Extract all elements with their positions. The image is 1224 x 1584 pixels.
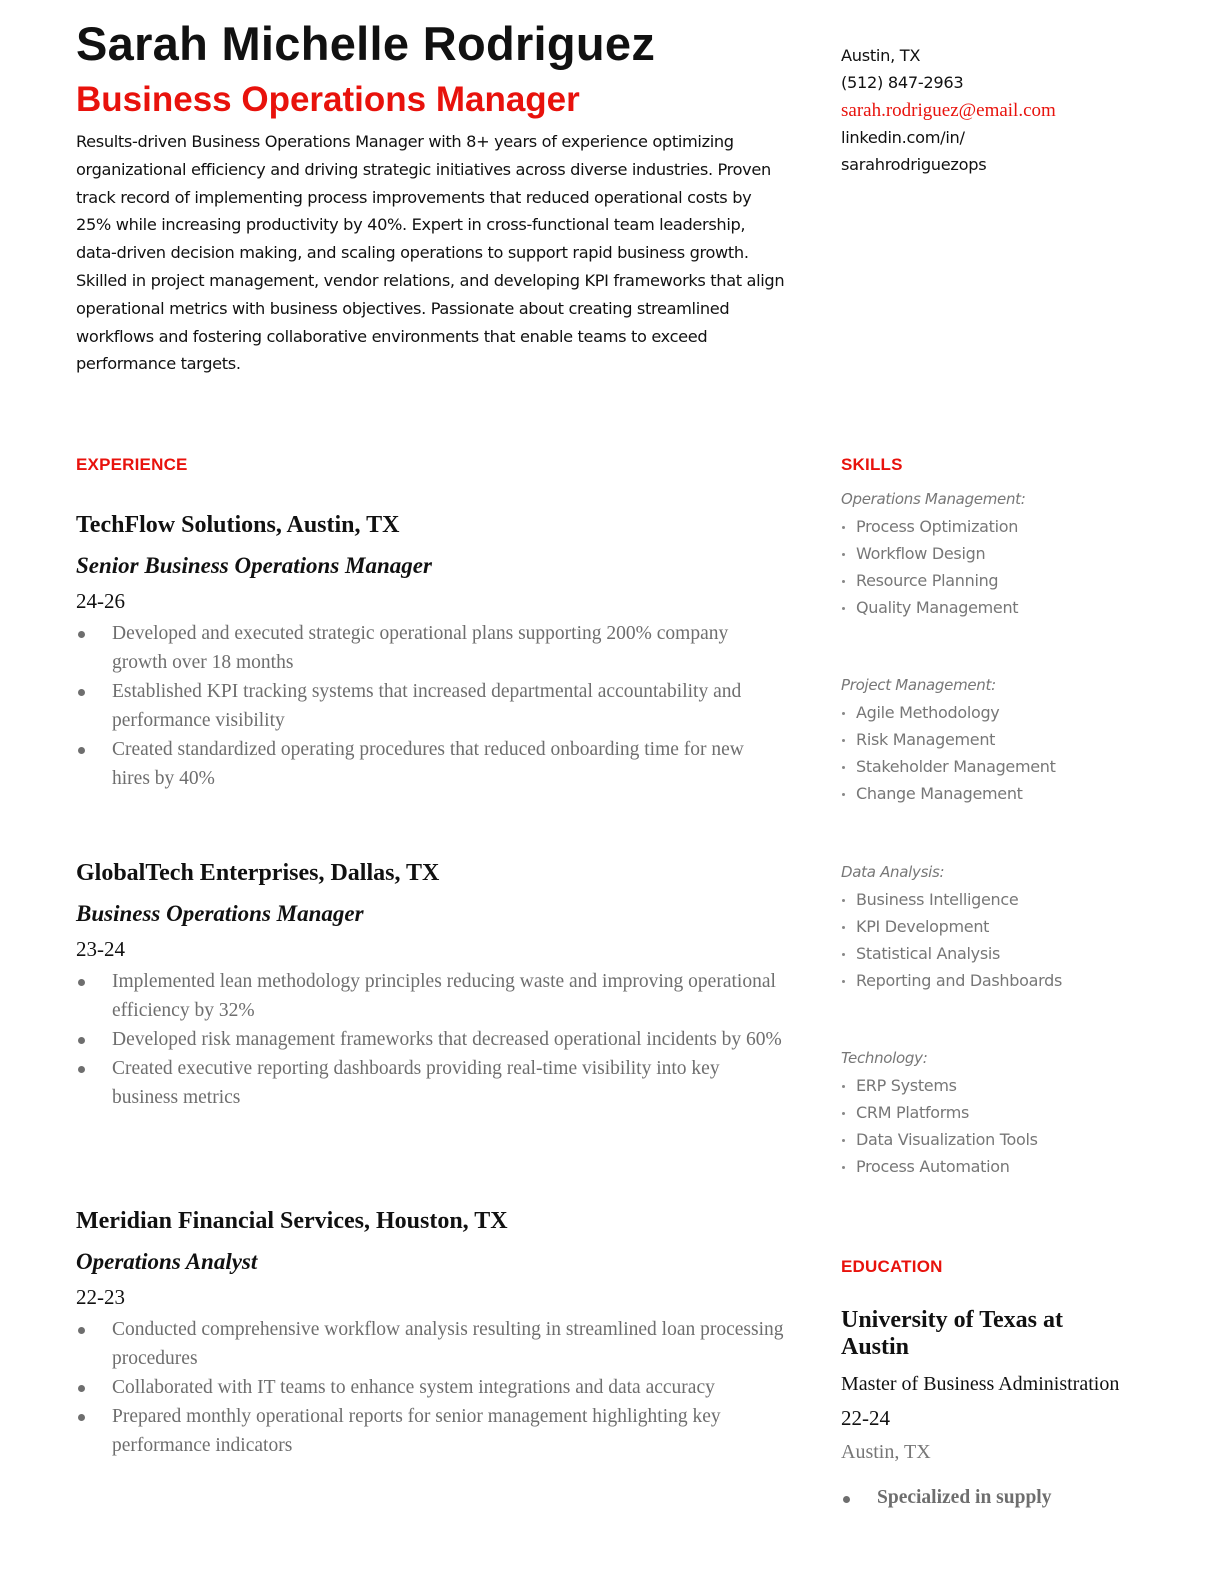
skill-category: Data Analysis: <box>841 863 945 881</box>
contact-email[interactable]: sarah.rodriguez@email.com <box>841 99 1056 121</box>
skill-item <box>841 940 1131 967</box>
job-bullets <box>76 619 786 793</box>
skill-text: Resource Planning <box>856 571 999 590</box>
candidate-name: Sarah Michelle Rodriguez <box>76 17 656 70</box>
bullet-icon <box>78 631 85 638</box>
skill-item <box>841 513 1131 540</box>
skill-text: Change Management <box>856 784 1023 803</box>
contact-linkedin-line2[interactable]: sarahrodriguezops <box>841 155 987 175</box>
bullet-icon <box>78 747 85 754</box>
bullet-icon <box>842 580 845 583</box>
job-bullet <box>76 1402 786 1460</box>
job-entry <box>76 510 786 793</box>
contact-phone[interactable]: (512) 847-2963 <box>841 73 964 93</box>
skill-item <box>841 567 1131 594</box>
skill-item <box>841 967 1131 994</box>
job-bullet <box>76 1025 786 1054</box>
education-bullets <box>841 1484 1121 1512</box>
skill-category: Project Management: <box>841 676 996 694</box>
bullet-icon <box>842 1112 845 1115</box>
job-bullet <box>76 1315 786 1373</box>
education-school: University of Texas at Austin <box>841 1307 1063 1360</box>
skill-text: CRM Platforms <box>856 1103 970 1122</box>
contact-location: Austin, TX <box>841 46 921 65</box>
skill-text: Risk Management <box>856 730 996 749</box>
skill-group <box>841 486 1131 621</box>
experience-heading: EXPERIENCE <box>76 455 188 474</box>
skill-text: Data Visualization Tools <box>856 1130 1038 1149</box>
skill-group <box>841 859 1131 994</box>
education-degree: Master of Business Administration <box>841 1373 1120 1395</box>
skill-text: Agile Methodology <box>856 703 1000 722</box>
bullet-icon <box>842 1085 845 1088</box>
skill-text: Process Automation <box>856 1157 1010 1176</box>
bullet-icon <box>842 766 845 769</box>
skill-list <box>841 1072 1131 1180</box>
job-bullet-text: Developed risk management frameworks that decreased operational incidents by 60% <box>112 1029 782 1050</box>
job-company: TechFlow Solutions, Austin, TX <box>76 512 400 538</box>
job-company: Meridian Financial Services, Houston, TX <box>76 1208 508 1234</box>
bullet-icon <box>842 553 845 556</box>
job-bullet-text: Established KPI tracking systems that increased departmental accountability and performance visibility <box>112 681 742 731</box>
bullet-icon <box>842 526 845 529</box>
job-bullets <box>76 1315 786 1460</box>
job-bullet <box>76 1373 786 1402</box>
skill-text: Quality Management <box>856 598 1019 617</box>
skill-category: Technology: <box>841 1049 928 1067</box>
job-bullet-text: Created standardized operating procedures that reduced onboarding time for new hires by 40% <box>112 739 744 789</box>
job-entry <box>76 1206 786 1460</box>
skill-item <box>841 753 1131 780</box>
skill-text: KPI Development <box>856 917 990 936</box>
job-bullet <box>76 1054 786 1112</box>
job-bullet-text: Conducted comprehensive workflow analysis resulting in streamlined loan processing procedures <box>112 1319 784 1369</box>
skill-list <box>841 699 1131 807</box>
skill-text: Workflow Design <box>856 544 986 563</box>
skill-category: Operations Management: <box>841 490 1026 508</box>
skill-text: Stakeholder Management <box>856 757 1056 776</box>
job-bullet <box>76 735 786 793</box>
bullet-icon <box>842 953 845 956</box>
bullet-icon <box>842 1139 845 1142</box>
skill-item <box>841 780 1131 807</box>
contact-linkedin-line1[interactable]: linkedin.com/in/ <box>841 127 965 147</box>
job-bullet-text: Implemented lean methodology principles reducing waste and improving operational efficiency by 32% <box>112 971 776 1021</box>
bullet-icon <box>842 793 845 796</box>
contact-block <box>841 42 1131 178</box>
bullet-icon <box>78 1066 85 1073</box>
job-dates: 22-23 <box>76 1285 125 1309</box>
education-entry <box>841 1307 1121 1512</box>
job-bullet-text: Developed and executed strategic operational plans supporting 200% company growth over 18 months <box>112 623 729 673</box>
skill-item <box>841 1099 1131 1126</box>
job-bullet-text: Prepared monthly operational reports for senior management highlighting key performance indicators <box>112 1406 721 1456</box>
bullet-icon <box>78 1385 85 1392</box>
skill-item <box>841 1072 1131 1099</box>
bullet-icon <box>842 1166 845 1169</box>
header <box>76 14 786 378</box>
bullet-icon <box>78 1414 85 1421</box>
skill-item <box>841 913 1131 940</box>
candidate-title: Business Operations Manager <box>76 80 580 119</box>
bullet-icon <box>842 712 845 715</box>
summary-paragraph: Results-driven Business Operations Manager with 8+ years of experience optimizing organizational efficiency and driving strategic initiatives across diverse industries. Proven track record of implementing process improvements that reduced operational costs by 25% while increasing productivity by 40%. Expert in cross-functional team leadership, data-driven decision making, and scaling operations to support rapid business growth. Skilled in project management, vendor relations, and developing KPI frameworks that align operational metrics with business objectives. Passionate about creating streamlined workflows and fostering collaborative environments that enable teams to exceed performance targets. <box>76 132 785 374</box>
education-dates: 22-24 <box>841 1406 890 1430</box>
job-role: Operations Analyst <box>76 1249 258 1274</box>
job-entry <box>76 858 786 1112</box>
education-bullet-text: Specialized in supply <box>877 1487 1052 1508</box>
skill-item <box>841 699 1131 726</box>
skill-text: ERP Systems <box>856 1076 957 1095</box>
job-dates: 24-26 <box>76 589 125 613</box>
education-location: Austin, TX <box>841 1441 931 1463</box>
bullet-icon <box>842 607 845 610</box>
job-role: Senior Business Operations Manager <box>76 553 432 578</box>
education-heading: EDUCATION <box>841 1257 943 1276</box>
bullet-icon <box>842 926 845 929</box>
bullet-icon <box>842 899 845 902</box>
job-dates: 23-24 <box>76 937 125 961</box>
skill-item <box>841 1153 1131 1180</box>
skill-text: Statistical Analysis <box>856 944 1001 963</box>
skill-text: Process Optimization <box>856 517 1019 536</box>
bullet-icon <box>842 739 845 742</box>
job-bullet <box>76 619 786 677</box>
skill-item <box>841 886 1131 913</box>
job-bullet-text: Created executive reporting dashboards providing real-time visibility into key business metrics <box>112 1058 720 1108</box>
skill-text: Reporting and Dashboards <box>856 971 1062 990</box>
job-bullet-text: Collaborated with IT teams to enhance system integrations and data accuracy <box>112 1377 715 1398</box>
skill-item <box>841 594 1131 621</box>
job-bullet <box>76 677 786 735</box>
skill-text: Business Intelligence <box>856 890 1019 909</box>
skill-item <box>841 1126 1131 1153</box>
job-role: Business Operations Manager <box>76 901 364 926</box>
job-bullet <box>76 967 786 1025</box>
skill-group <box>841 672 1131 807</box>
skill-list <box>841 513 1131 621</box>
job-company: GlobalTech Enterprises, Dallas, TX <box>76 860 440 886</box>
bullet-icon <box>843 1496 850 1503</box>
skill-item <box>841 540 1131 567</box>
skill-item <box>841 726 1131 753</box>
bullet-icon <box>78 1037 85 1044</box>
skills-heading: SKILLS <box>841 455 903 474</box>
bullet-icon <box>78 979 85 986</box>
education-bullet <box>841 1484 1121 1512</box>
job-bullets <box>76 967 786 1112</box>
bullet-icon <box>842 980 845 983</box>
skill-list <box>841 886 1131 994</box>
bullet-icon <box>78 689 85 696</box>
bullet-icon <box>78 1327 85 1334</box>
skill-group <box>841 1045 1131 1180</box>
